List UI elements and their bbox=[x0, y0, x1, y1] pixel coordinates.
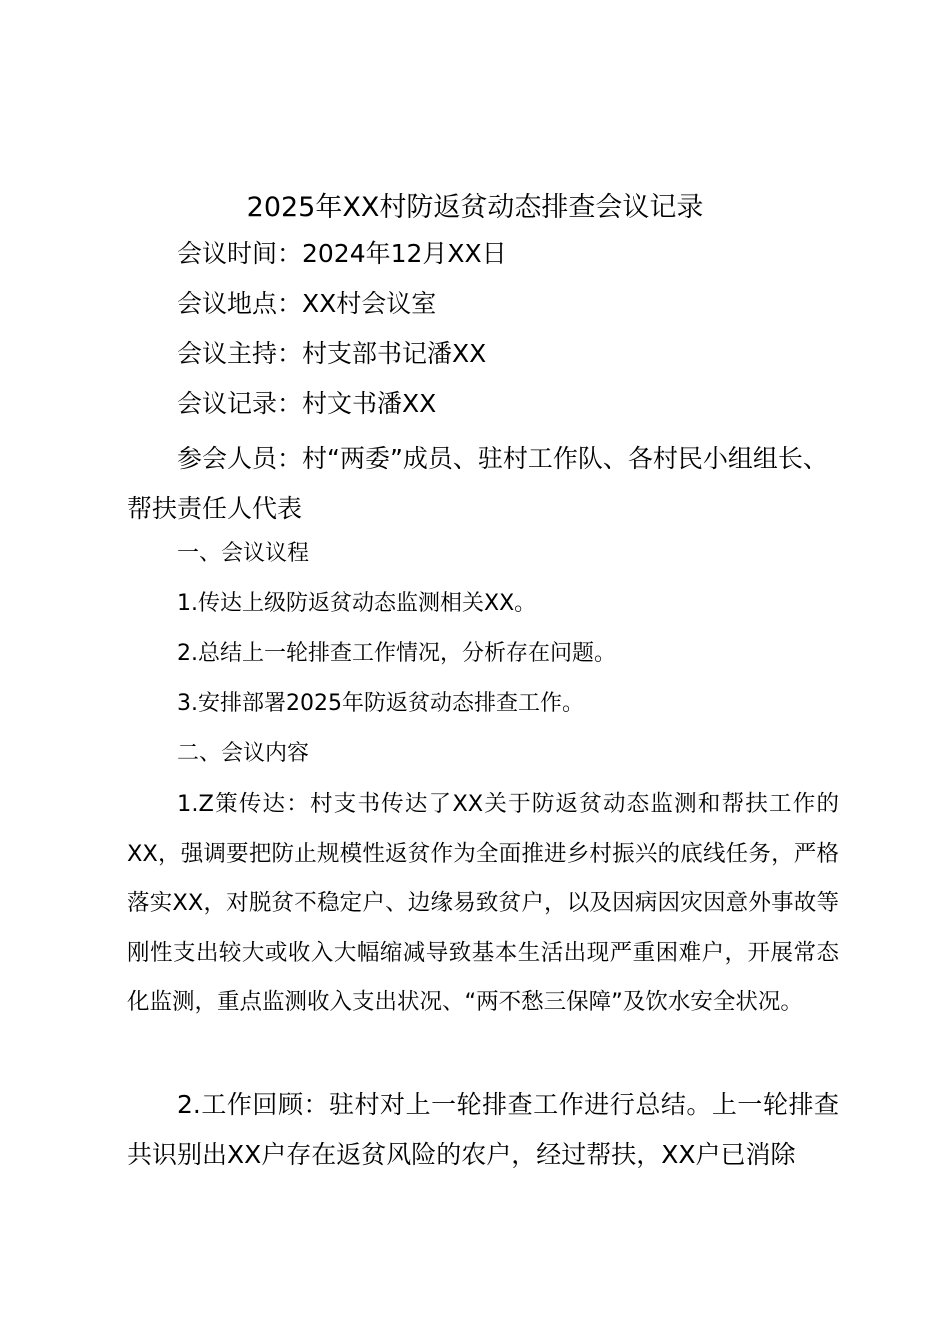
agenda-item: 3.安排部署2025年防返贫动态排查工作。 bbox=[177, 691, 584, 716]
meeting-place: 会议地点：XX村会议室 bbox=[177, 289, 437, 318]
meeting-recorder: 会议记录：村文书潘XX bbox=[177, 389, 437, 418]
content-paragraph-review: 2.工作回顾：驻村对上一轮排查工作进行总结。上一轮排查共识别出XX户存在返贫风险的农户，经过帮扶，XX户已消除 bbox=[127, 1090, 839, 1169]
agenda-item: 2.总结上一轮排查工作情况，分析存在问题。 bbox=[177, 641, 616, 666]
section-heading-content: 二、会议内容 bbox=[177, 741, 310, 766]
meeting-attendees: 参会人员：村“两委”成员、驻村工作队、各村民小组组长、帮扶责任人代表 bbox=[127, 444, 828, 523]
document-title: 2025年XX村防返贫动态排查会议记录 bbox=[246, 192, 704, 223]
section-heading-agenda: 一、会议议程 bbox=[177, 541, 310, 566]
content-paragraph-policy: 1.Z策传达：村支书传达了XX关于防返贫动态监测和帮扶工作的XX，强调要把防止规模性返贫作为全面推进乡村振兴的底线任务，严格落实XX，对脱贫不稳定户、边缘易致贫户，以及因病因灾因意外事故等刚性支出较大或收入大幅缩减导致基本生活出现严重困难户，开展常态化监测，重点监测收入支出状况、“两不愁三保障”及饮水安全状况。 bbox=[127, 791, 839, 1015]
meeting-host: 会议主持：村支部书记潘XX bbox=[177, 339, 487, 368]
agenda-item: 1.传达上级防返贫动态监测相关XX。 bbox=[177, 591, 537, 616]
meeting-time: 会议时间：2024年12月XX日 bbox=[177, 239, 507, 268]
